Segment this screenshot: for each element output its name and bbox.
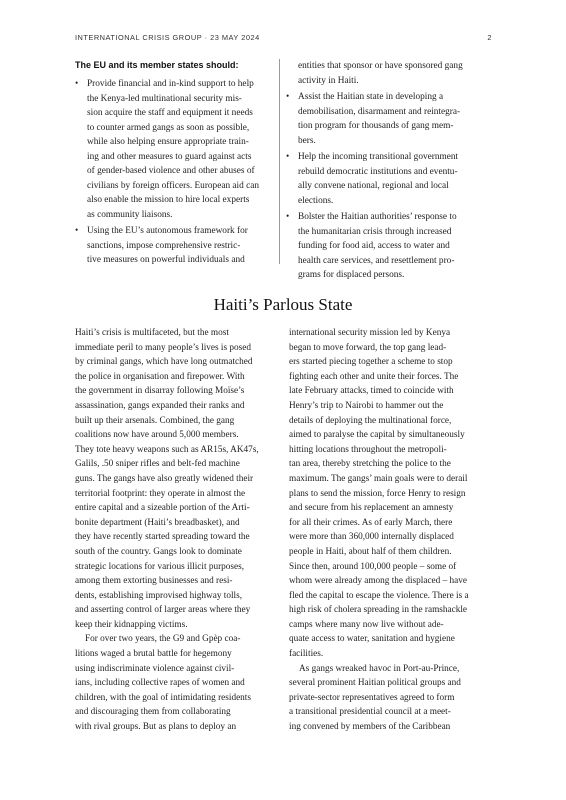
text-line: high risk of cholera spreading in the ramshackle	[289, 605, 468, 616]
header-org-date: INTERNATIONAL CRISIS GROUP · 23 MAY 2024	[75, 33, 260, 42]
recommendations-heading: The EU and its member states should:	[75, 60, 239, 70]
recommendation-item	[286, 90, 492, 148]
bullet-marker: •	[75, 226, 79, 236]
text-line: dents, establishing improvised highway tolls,	[75, 590, 243, 601]
text-line: Help the incoming transitional government	[298, 152, 459, 162]
text-line: immediate peril to many people’s lives is posed	[75, 342, 251, 353]
section-heading: Haiti’s Parlous State	[213, 295, 353, 314]
text-line: ers started piecing together a scheme to stop	[289, 357, 453, 368]
text-line: camps where many now live without ade-	[289, 619, 444, 630]
body-left-column	[75, 326, 276, 735]
text-line: and secure from his replacement an amnesty	[289, 503, 454, 514]
recommendation-item	[286, 210, 492, 283]
recommendations-right-column	[286, 59, 492, 285]
text-line: sion acquire the staff and equipment it needs	[87, 108, 253, 118]
text-line: they have recently started spreading toward the	[75, 532, 250, 543]
bullet-marker: •	[75, 79, 79, 89]
recommendation-item	[286, 150, 492, 208]
text-line: They tote heavy weapons such as AR15s, AK47s,	[75, 444, 259, 455]
text-line: elections.	[298, 195, 334, 206]
body-text	[75, 326, 492, 766]
text-line: with rival groups. But as plans to deploy an	[75, 722, 237, 733]
text-line: among them extorting businesses and resi-	[75, 576, 233, 587]
text-line: Henry’s trip to Nairobi to hammer out the	[289, 400, 444, 411]
recommendations-list-left	[75, 77, 275, 268]
text-line: while also helping ensure appropriate train-	[87, 137, 249, 147]
text-line: also enable the mission to hire local experts	[87, 195, 250, 205]
paragraph	[75, 632, 276, 734]
text-line: Assist the Haitian state in developing a	[298, 92, 444, 102]
text-line: ing and other measures to guard against acts	[87, 151, 252, 162]
text-line: Provide financial and in-kind support to help	[87, 79, 254, 89]
text-line: sanctions, impose comprehensive restric-	[87, 240, 241, 251]
text-line: entire capital and a sizeable portion of the Arti-	[75, 503, 250, 514]
text-line: guns. The gangs have also greatly widened their	[75, 473, 254, 484]
text-line: funding for food aid, access to water and	[298, 241, 450, 251]
bullet-marker: •	[286, 92, 290, 102]
recommendation-continuation	[286, 59, 492, 88]
text-line: entities that sponsor or have sponsored gang	[298, 61, 463, 71]
text-line: details of deploying the multinational force,	[289, 415, 452, 426]
text-line: tive measures on powerful individuals and	[87, 255, 245, 265]
paragraph	[75, 326, 276, 632]
text-line: Galils, .50 sniper rifles and belt-fed machine	[75, 459, 240, 470]
text-line: strategic locations for various illicit purposes,	[75, 561, 245, 572]
text-line: ians, including collective rapes of women and	[75, 678, 245, 689]
text-line: to counter armed gangs as soon as possible,	[87, 122, 250, 133]
text-line: territorial footprint: they operate in almost the	[75, 488, 246, 499]
text-line: by criminal gangs, which have long outmatched	[75, 357, 253, 368]
text-line: began to move forward, the top gang lead-	[289, 342, 447, 353]
text-line: Bolster the Haitian authorities’ response to	[298, 212, 457, 222]
text-line: bonite department (Haiti’s breadbasket), and	[75, 517, 240, 528]
text-line: as community liaisons.	[87, 209, 173, 220]
column-divider	[279, 59, 280, 264]
text-line: litions waged a brutal battle for hegemony	[75, 649, 232, 660]
text-line: and discouraging them from collaborating	[75, 707, 231, 718]
text-line: hitting locations throughout the metropoli-	[289, 444, 447, 455]
paragraph	[289, 662, 490, 735]
text-line: Haiti’s crisis is multifaceted, but the most	[75, 328, 229, 338]
recommendations-section	[75, 59, 492, 280]
text-line: were more than 360,000 internally displaced	[289, 532, 454, 543]
text-line: ally convene national, regional and local	[298, 181, 449, 191]
recommendations-left-column	[75, 59, 275, 270]
recommendation-item	[75, 77, 275, 222]
running-header	[75, 33, 492, 45]
bullet-marker: •	[286, 152, 290, 162]
text-line: As gangs wreaked havoc in Port-au-Prince,	[299, 663, 460, 674]
text-line: activity in Haiti.	[298, 75, 359, 86]
text-line: the humanitarian crisis through increased	[298, 226, 452, 237]
text-line: plans to send the mission, force Henry to resign	[289, 488, 466, 499]
text-line: fighting each other and unite their forces. The	[289, 371, 459, 382]
text-line: for all their crimes. As of early March, there	[289, 517, 453, 528]
text-line: the Kenya-led multinational security mis-	[87, 93, 242, 104]
text-line: rebuild democratic institutions and eventu-	[298, 166, 458, 177]
recommendation-item	[75, 224, 275, 268]
text-line: of gender-based violence and other abuses of	[87, 166, 255, 176]
text-line: bers.	[298, 135, 316, 146]
text-line: and asserting control of larger areas where they	[75, 605, 251, 616]
text-line: the police in organisation and firepower. With	[75, 371, 245, 382]
body-right-column	[289, 326, 490, 735]
text-line: demobilisation, disarmament and reintegra-	[298, 106, 461, 117]
text-line: For over two years, the G9 and Gpèp coa-	[85, 634, 241, 645]
text-line: Using the EU’s autonomous framework for	[87, 226, 248, 236]
text-line: the government in disarray following Moïse’s	[75, 386, 245, 397]
text-line: a transitional presidential council at a meet-	[289, 707, 451, 718]
text-line: people in Haiti, about half of them children.	[289, 546, 452, 557]
text-line: using indiscriminate violence against civil-	[75, 663, 235, 674]
text-line: Since then, around 100,000 people – some of	[289, 561, 457, 572]
recommendations-list-right	[286, 90, 492, 283]
text-line: health care services, and resettlement pro-	[298, 255, 455, 266]
text-line: quate access to water, sanitation and hygiene	[289, 634, 455, 645]
text-line: coalitions now have around 5,000 members.	[75, 430, 239, 441]
text-line: maximum. The gangs’ main goals were to derail	[289, 473, 468, 484]
text-line: late February attacks, timed to coincide with	[289, 386, 454, 397]
text-line: private-sector representatives agreed to form	[289, 692, 455, 703]
text-line: several prominent Haitian political groups and	[289, 678, 461, 689]
text-line: civilians by foreign officers. European aid can	[87, 180, 260, 191]
text-line: south of the country. Gangs look to dominate	[75, 546, 242, 557]
paragraph	[289, 326, 490, 662]
text-line: whom were already among the displaced – have	[289, 576, 467, 587]
text-line: facilities.	[289, 649, 324, 660]
text-line: grams for displaced persons.	[298, 270, 405, 280]
text-line: keep their kidnapping victims.	[75, 619, 188, 630]
page-number: 2	[487, 33, 492, 42]
bullet-marker: •	[286, 212, 290, 222]
text-line: assassination, gangs expanded their ranks and	[75, 400, 245, 411]
text-line: ing convened by members of the Caribbean	[289, 722, 451, 733]
text-line: fled the capital to escape the violence. There is a	[289, 590, 469, 601]
text-line: aimed to paralyse the capital by simultaneously	[289, 430, 465, 441]
text-line: built up their arsenals. Combined, the gang	[75, 415, 235, 426]
text-line: international security mission led by Kenya	[289, 328, 451, 338]
text-line: tion program for thousands of gang mem-	[298, 121, 454, 131]
text-line: tan area, thereby stretching the police to the	[289, 459, 451, 470]
text-line: children, with the goal of intimidating residents	[75, 692, 251, 703]
